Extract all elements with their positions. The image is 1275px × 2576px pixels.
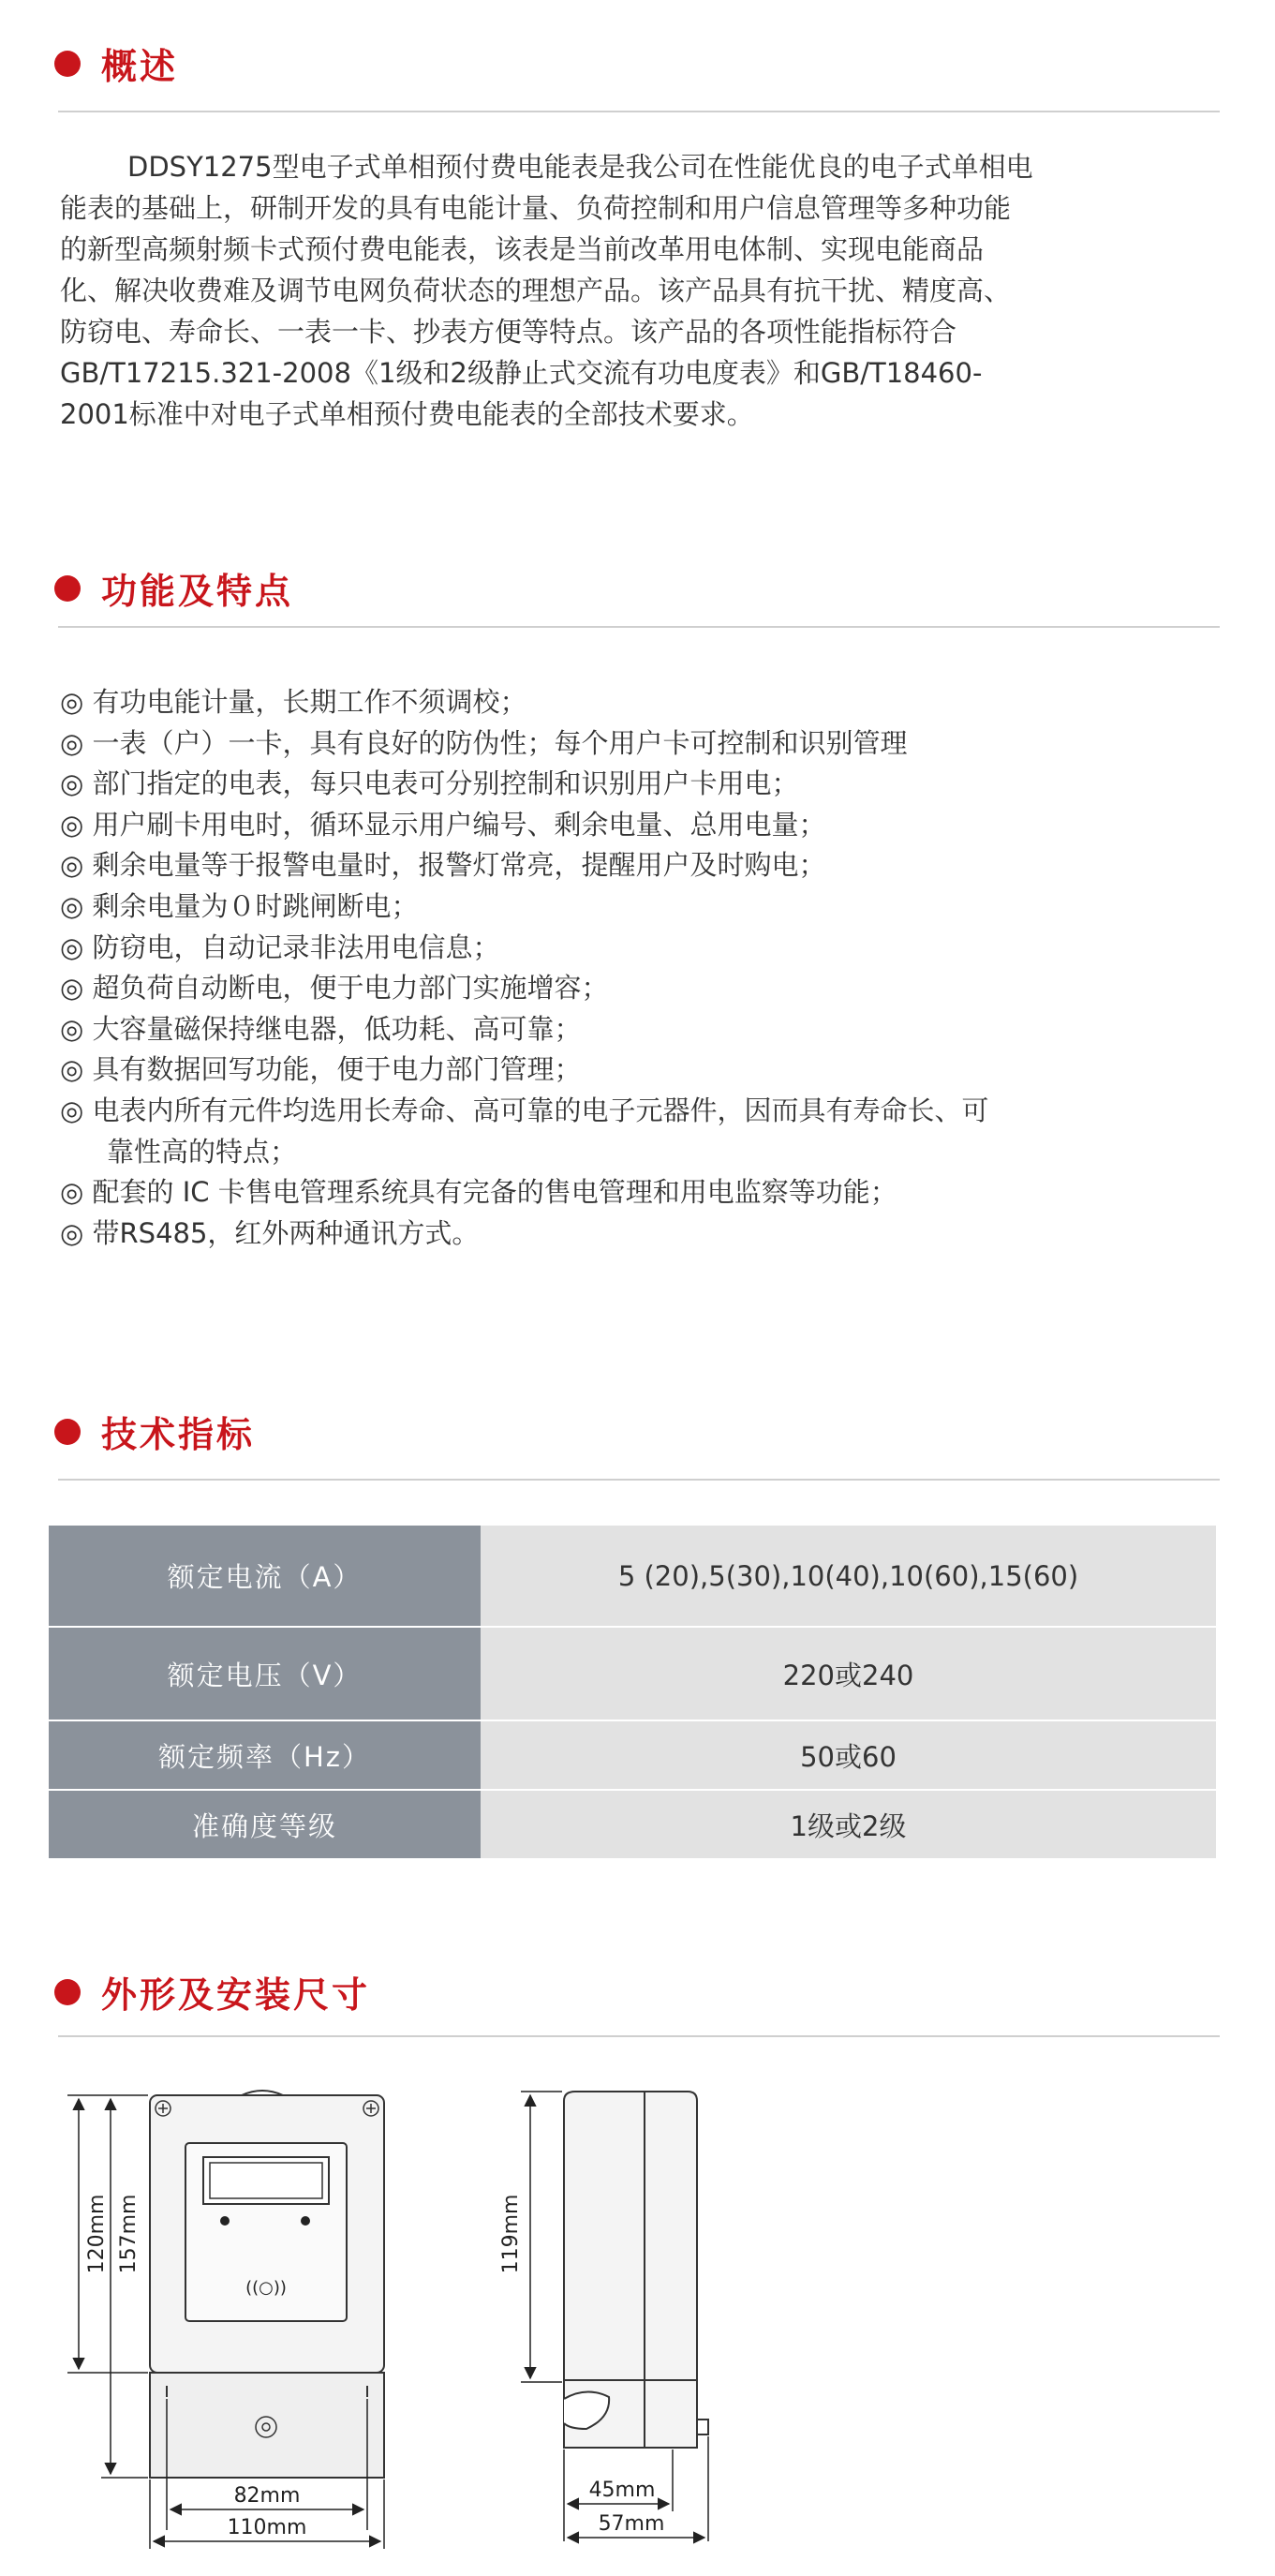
section-title-overview: 概述 <box>101 46 179 87</box>
section-title-dimensions: 外形及安装尺寸 <box>101 1974 371 2016</box>
spec-value: 5 (20),5(30),10(40),10(60),15(60) <box>481 1526 1216 1627</box>
feature-item: ◎ 剩余电量为０时跳闸断电； <box>60 889 419 922</box>
feature-item: ◎ 电表内所有元件均选用长寿命、高可靠的电子元器件，因而具有寿命长、可 <box>60 1094 989 1126</box>
overview-line: 防窃电、寿命长、一表一卡、抄表方便等特点。该产品的各项性能指标符合 <box>60 316 957 348</box>
overview-line: 的新型高频射频卡式预付费电能表，该表是当前改革用电体制、实现电能商品 <box>60 233 985 265</box>
dim-label-height-120: 120mm <box>85 2194 109 2274</box>
feature-item: ◎ 部门指定的电表，每只电表可分别控制和识别用户卡用电； <box>60 767 799 800</box>
spec-value: 1级或2级 <box>481 1790 1216 1859</box>
feature-item: ◎ 配套的 IC 卡售电管理系统具有完备的售电管理和用电监察等功能； <box>60 1176 897 1209</box>
dim-label-height-157: 157mm <box>117 2194 141 2274</box>
overview-line: GB/T17215.321-2008《1级和2级静止式交流有功电度表》和GB/T18460- <box>60 357 983 389</box>
feature-item: ◎ 有功电能计量，长期工作不须调校； <box>60 686 527 718</box>
feature-item: ◎ 防窃电，自动记录非法用电信息； <box>60 931 500 963</box>
overview-line: 能表的基础上，研制开发的具有电能计量、负荷控制和用户信息管理等多种功能 <box>60 192 1012 224</box>
meter-side-view <box>564 2092 708 2448</box>
dim-label-depth-45: 45mm <box>588 2479 656 2502</box>
feature-item: ◎ 用户刷卡用电时，循环显示用户编号、剩余电量、总用电量； <box>60 808 826 841</box>
feature-item: ◎ 具有数据回写功能，便于电力部门管理； <box>60 1053 582 1086</box>
spec-label: 额定电压（V） <box>49 1627 481 1720</box>
overview-line: 化、解决收费难及调节电网负荷状态的理想产品。该产品具有抗干扰、精度高、 <box>60 275 1012 306</box>
rf-card-icon: ((○)) <box>245 2278 287 2298</box>
section-title-specs: 技术指标 <box>101 1414 256 1455</box>
dim-label-height-119: 119mm <box>499 2194 523 2274</box>
indicator-led-icon <box>220 2216 230 2226</box>
dim-label-depth-57: 57mm <box>598 2512 665 2536</box>
spec-label: 额定频率（Hz） <box>49 1720 481 1790</box>
overview-line: DDSY1275型电子式单相预付费电能表是我公司在性能优良的电子式单相电 <box>127 151 1033 183</box>
spec-label: 额定电流（A） <box>49 1526 481 1627</box>
feature-item: ◎ 大容量磁保持继电器，低功耗、高可靠； <box>60 1012 582 1045</box>
indicator-led-icon <box>301 2216 310 2226</box>
feature-item: ◎ 超负荷自动断电，便于电力部门实施增容； <box>60 972 609 1005</box>
spec-value: 220或240 <box>481 1627 1216 1720</box>
feature-item-continued: 靠性高的特点； <box>107 1135 298 1168</box>
dim-label-width-110: 110mm <box>227 2516 307 2539</box>
overview-line: 2001标准中对电子式单相预付费电能表的全部技术要求。 <box>60 398 754 430</box>
spec-value: 50或60 <box>481 1720 1216 1790</box>
feature-item: ◎ 剩余电量等于报警电量时，报警灯常亮，提醒用户及时购电； <box>60 849 826 882</box>
dim-label-width-82: 82mm <box>233 2484 301 2508</box>
section-title-features: 功能及特点 <box>101 571 294 612</box>
spec-label: 准确度等级 <box>49 1790 481 1859</box>
feature-item: ◎ 带RS485，红外两种通讯方式。 <box>60 1216 480 1249</box>
feature-item: ◎ 一表（户）一卡，具有良好的防伪性；每个用户卡可控制和识别管理 <box>60 726 908 759</box>
